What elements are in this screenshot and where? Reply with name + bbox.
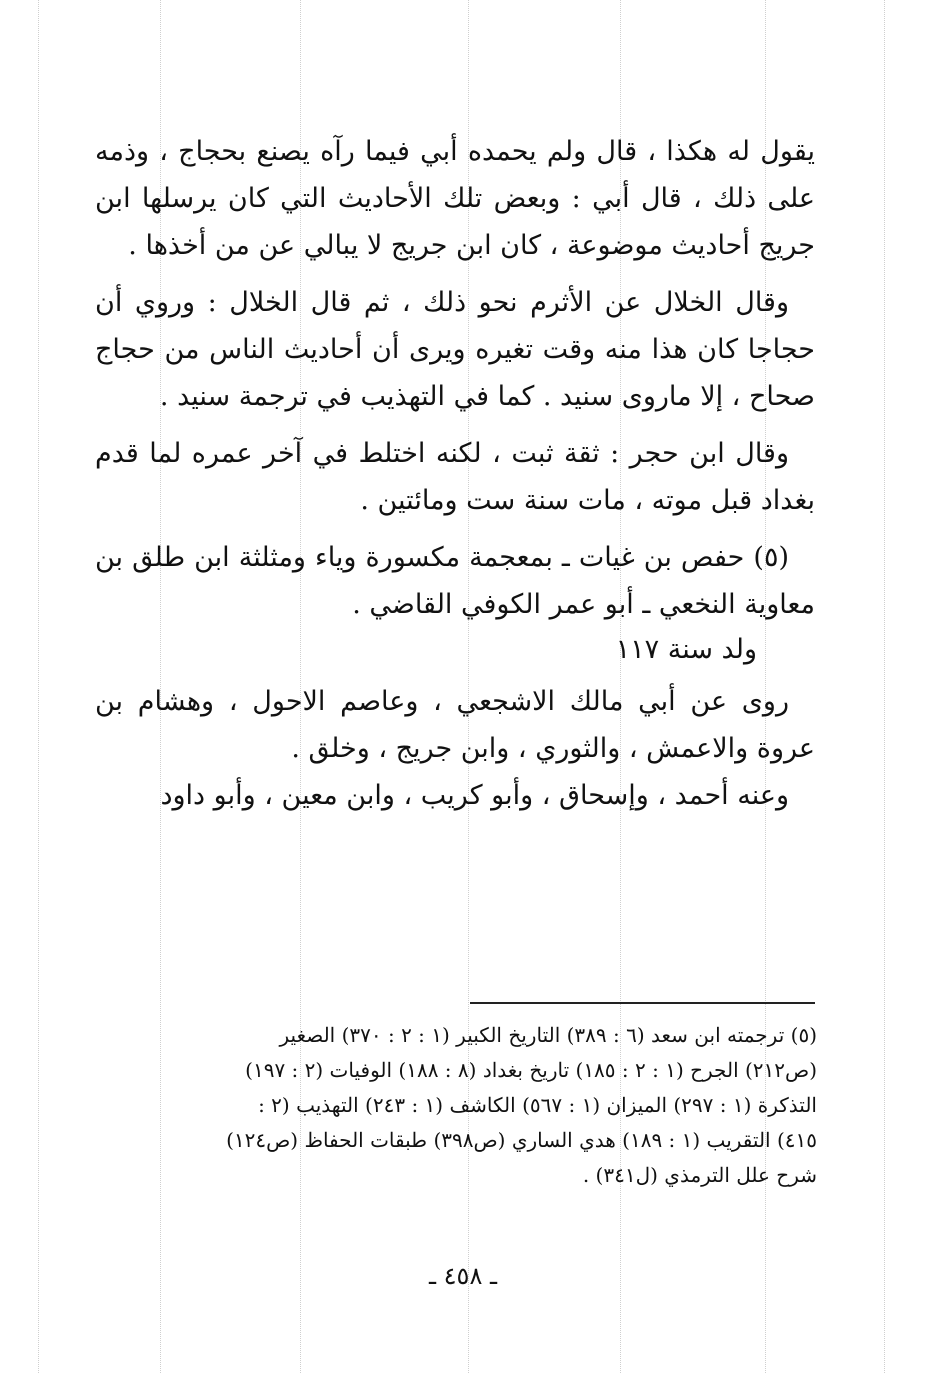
footnote-line: (٥) ترجمته ابن سعد (٦ : ٣٨٩) التاريخ الكبير (١ : ٢ : ٣٧٠) الصغير — [279, 1023, 817, 1047]
footnote-line: (ص٢١٢) الجرح (١ : ٢ : ١٨٥) تاريخ بغداد (٨ : ١٨٨) الوفيات (٢ : ١٩٧) — [245, 1058, 817, 1082]
footnote-line: التذكرة (١ : ٢٩٧) الميزان (١ : ٥٦٧) الكاشف (١ : ٢٤٣) التهذيب (٢ : — [258, 1093, 817, 1117]
dotted-line — [38, 0, 39, 1373]
page-number: ـ ٤٥٨ ـ — [428, 1262, 497, 1290]
paragraph-narrators: وعنه أحمد ، وإسحاق ، وأبو كريب ، وابن معين ، وأبو داود — [160, 780, 789, 811]
paragraph-2: وقال الخلال عن الأثرم نحو ذلك ، ثم قال الخلال : وروي أن حجاجا كان هذا منه وقت تغيره ويرى أن أحاديث الناس من حجاج صحاح ، إلا ماروى سنيد . كما في التهذيب في ترجمة سنيد . — [95, 287, 815, 412]
biography-heading: (٥) حفص بن غيات ـ بمعجمة مكسورة وياء ومثلثة ابن طلق بن معاوية النخعي ـ أبو عمر الكوفي القاضي . — [95, 542, 815, 620]
footnotes — [95, 1018, 817, 1193]
footnote-line: شرح علل الترمذي (ل٣٤١) . — [582, 1163, 817, 1187]
paragraph-narrated-from: روى عن أبي مالك الاشجعي ، وعاصم الاحول ، وهشام بن عروة والاعمش ، والثوري ، وابن جريج ، وخلق . — [95, 686, 815, 764]
footnote-line: ٤١٥) التقريب (١ : ١٨٩) هدي الساري (ص٣٩٨) طبقات الحفاظ (ص١٢٤) — [226, 1128, 817, 1152]
dotted-line — [884, 0, 885, 1373]
paragraph-3: وقال ابن حجر : ثقة ثبت ، لكنه اختلط في آخر عمره لما قدم بغداد قبل موته ، مات سنة ست ومائتين . — [95, 438, 815, 516]
birth-year: ولد سنة ١١٧ — [615, 634, 757, 665]
main-text — [95, 128, 815, 829]
footnote-divider — [470, 1002, 815, 1004]
paragraph-1: يقول له هكذا ، قال ولم يحمده أبي فيما رآه يصنع بحجاج ، وذمه على ذلك ، قال أبي : وبعض تلك الأحاديث التي كان يرسلها ابن جريج أحاديث موضوعة ، كان ابن جريج لا يبالي عن من أخذها . — [95, 136, 815, 261]
